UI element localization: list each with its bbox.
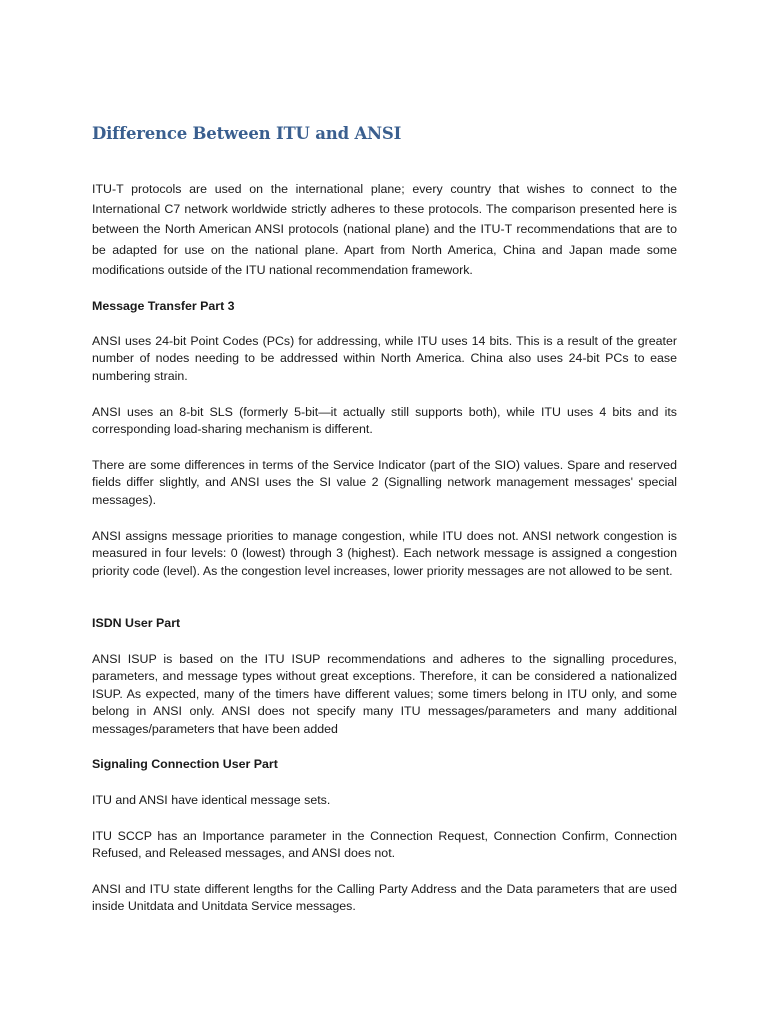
- mtp3-paragraph-4: ANSI assigns message priorities to manage congestion, while ITU does not. ANSI network congestion is measured in four levels: 0 (lowest) through 3 (highest). Each network message is assigned a congestion priority code (level). As the congestion level increases, lower priority messages are not allowed to be sent.: [92, 529, 677, 578]
- mtp3-paragraph-2: ANSI uses an 8-bit SLS (formerly 5-bit—it actually still supports both), while ITU uses 4 bits and its corresponding load-sharing mechanism is different.: [92, 405, 677, 437]
- sccp-paragraph-1: ITU and ANSI have identical message sets.: [92, 793, 331, 807]
- document-page: [92, 0, 677, 1024]
- mtp3-paragraph-1: ANSI uses 24-bit Point Codes (PCs) for addressing, while ITU uses 14 bits. This is a result of the greater number of nodes needing to be addressed within North America. China also uses 24-bit PCs to ease numbering strain.: [92, 334, 677, 383]
- intro-paragraph: ITU-T protocols are used on the international plane; every country that wishes to connect to the International C7 network worldwide strictly adheres to these protocols. The comparison presented here is between the North American ANSI protocols (national plane) and the ITU-T recommendations that are to be adapted for use on the national plane. Apart from North America, China and Japan made some modifications outside of the ITU national recommendation framework.: [92, 182, 677, 277]
- sccp-paragraph-2: ITU SCCP has an Importance parameter in the Connection Request, Connection Confirm, Connection Refused, and Released messages, and ANSI does not.: [92, 829, 677, 861]
- section-heading-sccp: Signaling Connection User Part: [92, 757, 278, 771]
- isup-paragraph-1: ANSI ISUP is based on the ITU ISUP recommendations and adheres to the signalling procedures, parameters, and message types without great exceptions. Therefore, it can be considered a nationalized ISUP. As expected, many of the timers have different values; some timers belong in ITU only, and some belong in ANSI only. ANSI does not specify many ITU messages/parameters and many additional messages/parameters that have been added: [92, 652, 677, 736]
- mtp3-paragraph-3: There are some differences in terms of the Service Indicator (part of the SIO) values. Spare and reserved fields differ slightly, and ANSI uses the SI value 2 (Signalling network management messages' special messages).: [92, 458, 677, 507]
- section-heading-mtp3: Message Transfer Part 3: [92, 299, 235, 313]
- document-title: Difference Between ITU and ANSI: [92, 124, 402, 143]
- sccp-paragraph-3: ANSI and ITU state different lengths for the Calling Party Address and the Data parameters that are used inside Unitdata and Unitdata Service messages.: [92, 882, 677, 914]
- section-heading-isup: ISDN User Part: [92, 616, 181, 630]
